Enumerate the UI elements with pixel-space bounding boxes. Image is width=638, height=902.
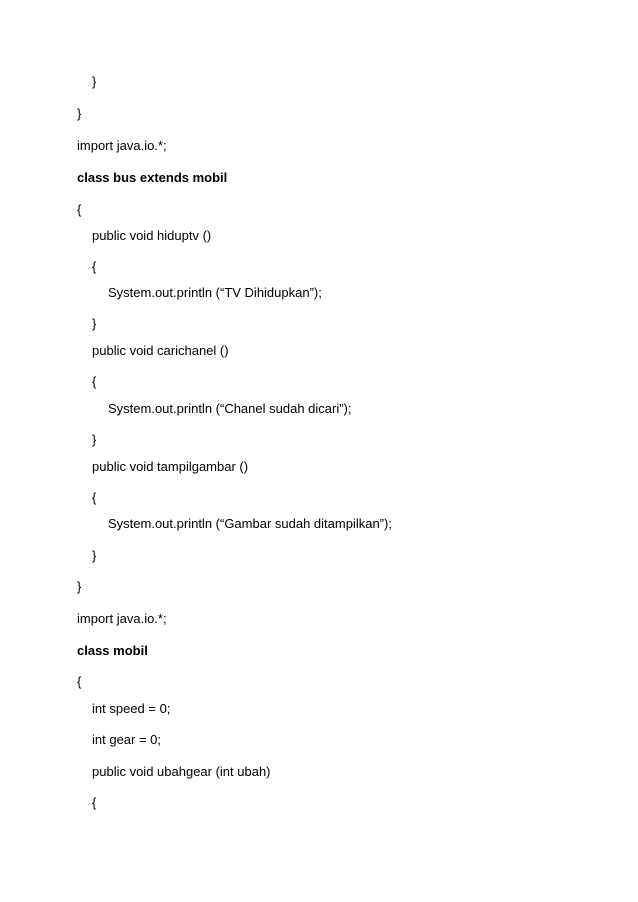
class-declaration: class mobil bbox=[77, 643, 148, 658]
field-declaration: int gear = 0; bbox=[92, 732, 162, 747]
method-declaration: public void carichanel () bbox=[92, 343, 229, 358]
code-line: { bbox=[77, 202, 82, 217]
method-declaration: public void hiduptv () bbox=[92, 228, 212, 243]
code-line: { bbox=[92, 259, 97, 274]
code-line: } bbox=[92, 432, 97, 447]
code-line: { bbox=[92, 374, 97, 389]
code-line: { bbox=[77, 674, 82, 689]
code-line: } bbox=[92, 548, 97, 563]
code-line: System.out.println (“TV Dihidupkan”); bbox=[108, 285, 322, 300]
code-line: { bbox=[92, 795, 97, 810]
code-line: } bbox=[92, 316, 97, 331]
code-line: System.out.println (“Gambar sudah ditampilkan”); bbox=[108, 516, 392, 531]
method-declaration: public void ubahgear (int ubah) bbox=[92, 764, 271, 779]
code-line: import java.io.*; bbox=[77, 611, 167, 626]
code-line: } bbox=[77, 106, 82, 121]
code-line: System.out.println (“Chanel sudah dicari”); bbox=[108, 401, 352, 416]
class-declaration: class bus extends mobil bbox=[77, 170, 228, 185]
code-line: import java.io.*; bbox=[77, 138, 167, 153]
code-line: } bbox=[77, 579, 82, 594]
code-line: } bbox=[92, 74, 97, 89]
method-declaration: public void tampilgambar () bbox=[92, 459, 249, 474]
code-line: { bbox=[92, 490, 97, 505]
field-declaration: int speed = 0; bbox=[92, 701, 171, 716]
